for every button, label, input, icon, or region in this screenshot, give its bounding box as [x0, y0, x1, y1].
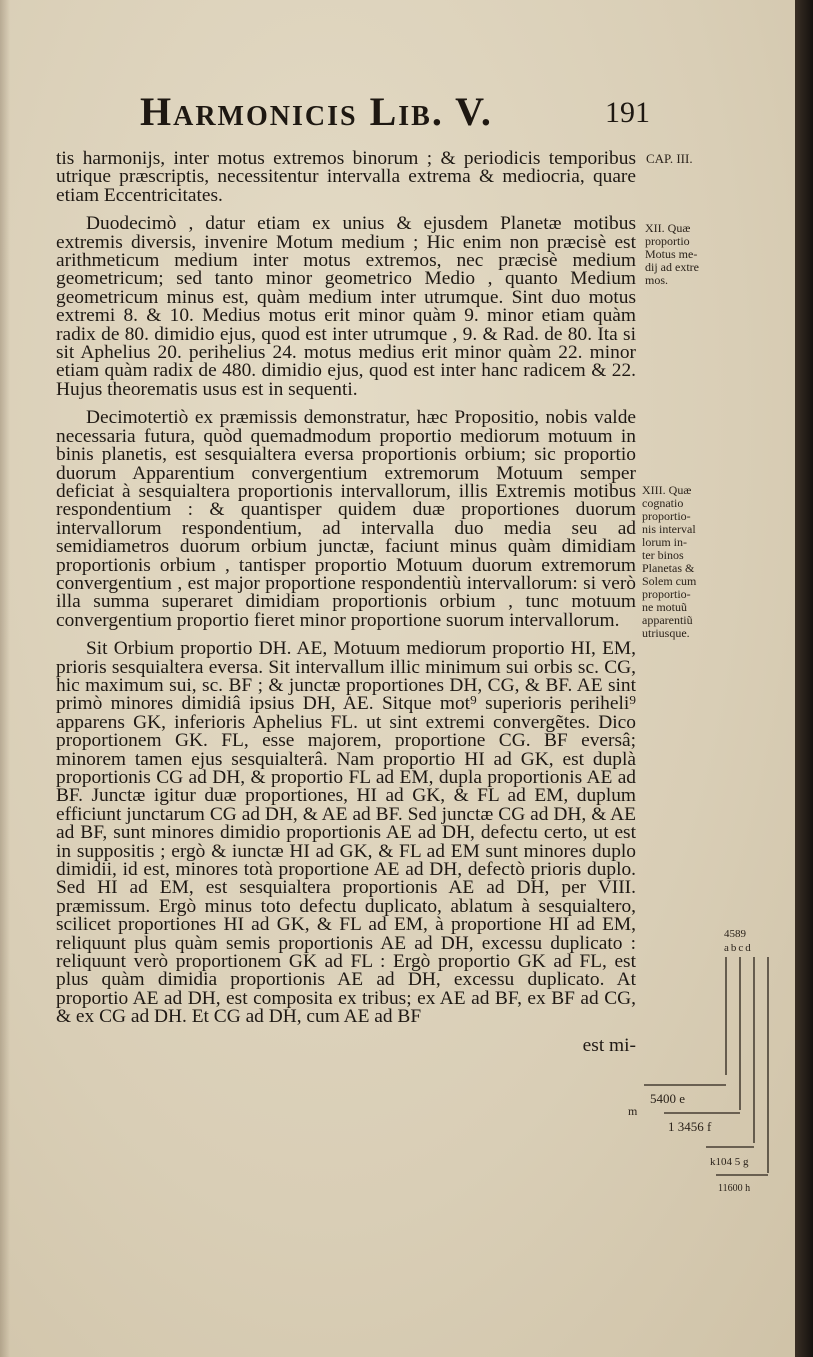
margin-line: proportio: [645, 234, 690, 248]
page-number: 191: [605, 96, 650, 129]
margin-line: Motus me-: [645, 247, 698, 261]
page-gutter-shadow: [0, 0, 10, 1357]
margin-line: XII. Quæ: [645, 221, 691, 235]
margin-line: mos.: [645, 273, 669, 287]
paragraph-proof: Sit Orbium proportio DH. AE, Motuum mediorum proportio HI, EM, prioris sesquialtera eversa. Sit intervallum illic minimum sui orbis sc. CG, hic maximum sui, sc. BF ; & junctæ proportiones DH, CG, & BF. AE sint primò minores dimidiâ ipsius DH, AE. Sitque mot⁹ superioris periheli⁹ apparens GK, inferioris Aphelius FL. ut sint extremi convergẽtes. Dico proportionem GK. FL, esse majorem, proportione CG. BF eversâ; minorem tamen ejus sesquialterâ. Nam proportio HI ad GK, est duplà proportionis CG ad DH, & proportio FL ad EM, dupla proportionis AE ad BF. Junctæ igitur duæ proportiones, HI ad GK, & FL ad EM, duplum efficiunt junctarum CG ad DH, & AE ad BF. Sed junctæ CG ad DH, & AE ad BF, sunt minores dimidio proportionis AE ad DH, defectu certo, ut est in suppositis ; ergò & iunctæ HI ad GK, & FL ad EM sunt minores duplo dimidii, id est, minores totà proportione AE ad DH, defectò prioris duplo. Sed HI ad EM, est sesquialtera proportionis AE ad DH, per VIII. præmissum. Ergò minus toto defectu duplicato, ablatum à sesquialtero, scilicet proportiones HI ad GK, & FL ad EM, à proportione HI ad EM, reliquunt plus quàm semis proportionis AE ad DH, excessu duplicato : reliquunt verò proportionem GK ad FL : Ergò proportio GK ad FL, est plus quàm dimidia proportionis AE ad DH, excessu duplicato. At proportio AE ad DH, est composita ex tribus; ex AE ad BF, ex BF ad CG, & ex CG ad DH. Et CG ad DH, cum AE ad BF: [56, 638, 636, 1028]
diagram-row-h: 11600 h: [718, 1183, 751, 1194]
margin-note-13: [642, 484, 714, 640]
page-header: [140, 88, 660, 138]
margin-line: utriusque.: [642, 626, 690, 640]
margin-line: proportio-: [642, 587, 691, 601]
body-text: [56, 150, 636, 1055]
paragraph-thirteenth: Decimotertiò ex præmissis demonstratur, hæc Propositio, nobis valde necessaria futura, quòd quemadmodum proportio mediorum motuum in binis planetis, est sesquialtera eversa proportionis orbium; sic proportio duorum Apparentium convergentium extremorum Motuum semper deficiat à sesquialtera proportionis intervallorum, illis Extremis motibus respondentium : & quantisper quidem duæ proportiones duorum intervallorum respondentium, ad intervalla duo media seu ad semidiametros duorum orbium junctæ, faciunt minus quàm dimidiam proportionis orbium , tantisper proportio Motuum duorum extremorum convergentium , est major proportione respondentiù intervallorum: si verò illa summa superaret dimidiam proportionis orbium , tunc motuum convergentium proportio fieret minor proportione suorum intervallorum.: [56, 407, 636, 631]
margin-line: XIII. Quæ: [642, 483, 692, 497]
proportion-diagram: [616, 925, 796, 1195]
margin-line: ne motuũ: [642, 600, 687, 614]
margin-line: proportio-: [642, 509, 691, 523]
margin-line: Planetas &: [642, 561, 695, 575]
margin-line: cognatio: [642, 496, 684, 510]
diagram-label-m: m: [628, 1104, 638, 1118]
margin-line: nis interval: [642, 522, 696, 536]
margin-line: dij ad extre: [645, 260, 699, 274]
diagram-letters: abcd: [724, 942, 753, 954]
diagram-top-number: 4589: [724, 928, 746, 940]
diagram-row-g: k104 5 g: [710, 1156, 749, 1168]
catchword: est mi-: [582, 1034, 636, 1056]
paragraph-continuation: tis harmonijs, inter motus extremos binorum ; & periodicis temporibus utrique præscriptis, necessitentur intervalla extrema & mediocria, quare etiam Eccentricitates.: [56, 148, 636, 206]
paragraph-twelfth: Duodecimò , datur etiam ex unius & ejusdem Planetæ motibus extremis diversis, invenire Motum medium ; Hic enim non præcisè est arithmeticum medium inter motus extremos, nec præcisè medium geometricum; sed tanto minor geometrico Medio , quanto Medium geometricum minus est, quàm medium inter utrumque. Sint duo motus extremi 8. & 10. Medius motus erit minor quàm 9. minor etiam quàm radix de 80. dimidio ejus, quod est inter utrumque , 9. & Rad. de 80. Ita si sit Aphelius 20. perihelius 24. motus medius erit minor quàm 22. minor etiam quàm radix de 480. dimidio ejus, quod est inter hanc radicem & 22. Hujus theorematis usus est in sequenti.: [56, 213, 636, 400]
margin-note-12: [645, 222, 717, 287]
diagram-row-e: 5400 e: [650, 1091, 686, 1106]
page-edge-dark: [795, 0, 813, 1357]
diagram-lines: [644, 957, 768, 1175]
margin-chapter-label: CAP. III.: [646, 151, 693, 166]
margin-line: apparentiũ: [642, 613, 693, 627]
margin-line: lorum in-: [642, 535, 687, 549]
running-head: Harmonicis Lib. V.: [140, 89, 493, 134]
margin-line: ter binos: [642, 548, 684, 562]
diagram-row-f: 1 3456 f: [668, 1119, 712, 1134]
margin-line: Solem cum: [642, 574, 697, 588]
